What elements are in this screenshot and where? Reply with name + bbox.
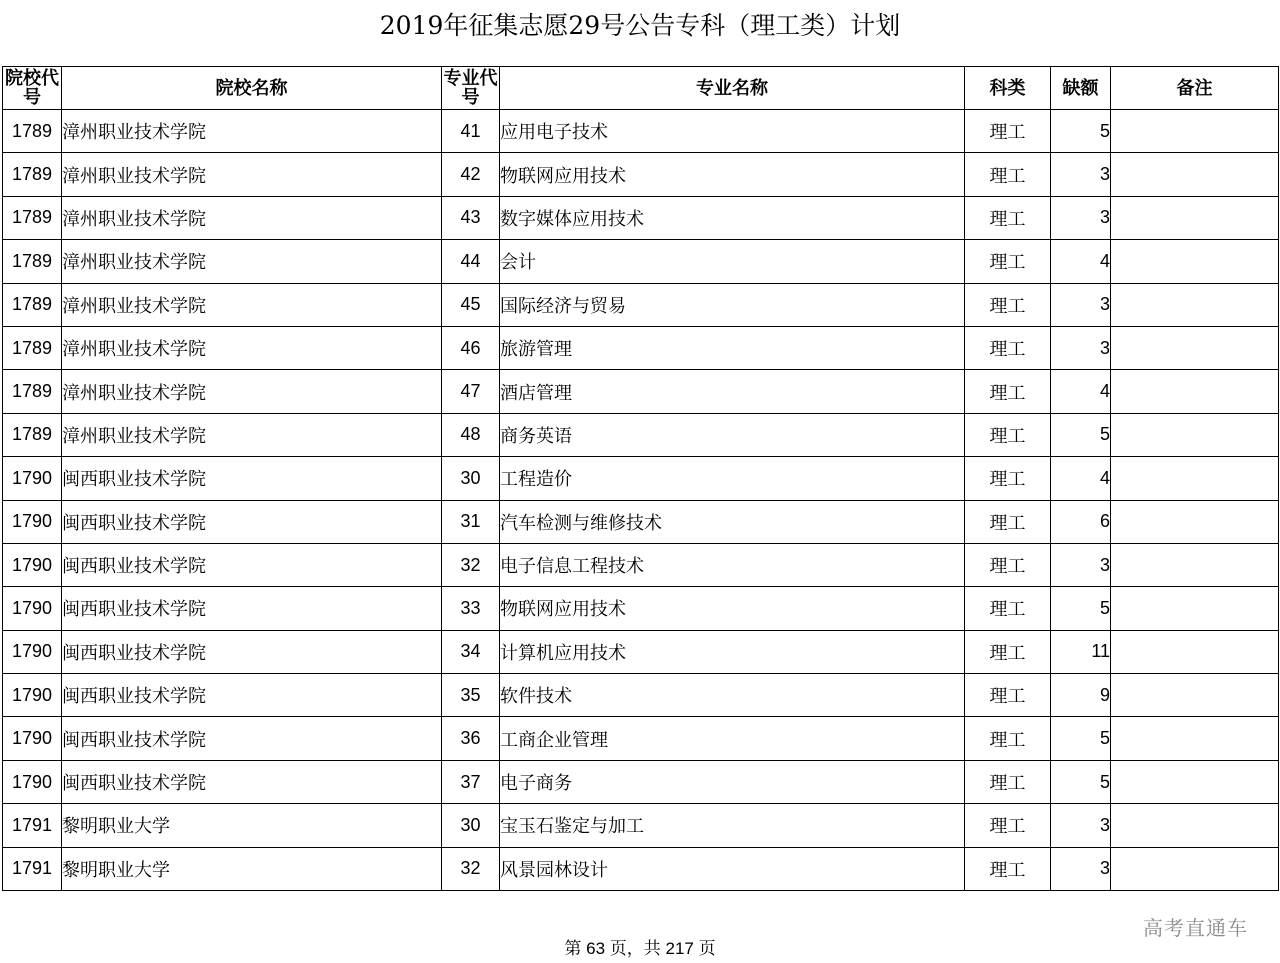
cell-quota: 4 (1051, 240, 1111, 283)
header-quota: 缺额 (1051, 67, 1111, 110)
table-row (3, 370, 1279, 413)
cell-school-name: 闽西职业技术学院 (62, 717, 442, 760)
cell-school-code: 1790 (3, 500, 62, 543)
cell-major-code: 37 (442, 760, 500, 803)
cell-category: 理工 (965, 110, 1051, 153)
cell-school-name: 漳州职业技术学院 (62, 283, 442, 326)
cell-quota: 3 (1051, 153, 1111, 196)
table-row (3, 413, 1279, 456)
cell-quota: 6 (1051, 500, 1111, 543)
cell-category: 理工 (965, 543, 1051, 586)
cell-major-name: 计算机应用技术 (500, 630, 965, 673)
cell-school-code: 1789 (3, 153, 62, 196)
header-category: 科类 (965, 67, 1051, 110)
cell-major-code: 42 (442, 153, 500, 196)
cell-category: 理工 (965, 153, 1051, 196)
cell-remarks (1111, 543, 1279, 586)
cell-category: 理工 (965, 500, 1051, 543)
cell-category: 理工 (965, 847, 1051, 890)
cell-major-name: 旅游管理 (500, 326, 965, 369)
cell-remarks (1111, 674, 1279, 717)
cell-quota: 4 (1051, 457, 1111, 500)
cell-major-code: 30 (442, 457, 500, 500)
table-body (3, 110, 1279, 891)
cell-school-code: 1790 (3, 717, 62, 760)
cell-school-name: 闽西职业技术学院 (62, 457, 442, 500)
cell-major-code: 32 (442, 847, 500, 890)
table-row (3, 587, 1279, 630)
cell-remarks (1111, 240, 1279, 283)
cell-category: 理工 (965, 413, 1051, 456)
cell-school-name: 漳州职业技术学院 (62, 153, 442, 196)
header-major-name: 专业名称 (500, 67, 965, 110)
cell-major-code: 41 (442, 110, 500, 153)
cell-major-code: 36 (442, 717, 500, 760)
page-title: 2019年征集志愿29号公告专科（理工类）计划 (379, 11, 901, 40)
cell-category: 理工 (965, 283, 1051, 326)
cell-major-code: 46 (442, 326, 500, 369)
cell-remarks (1111, 760, 1279, 803)
cell-major-name: 工商企业管理 (500, 717, 965, 760)
table-row (3, 760, 1279, 803)
cell-category: 理工 (965, 630, 1051, 673)
cell-remarks (1111, 587, 1279, 630)
cell-school-name: 闽西职业技术学院 (62, 760, 442, 803)
cell-remarks (1111, 457, 1279, 500)
cell-school-code: 1789 (3, 110, 62, 153)
cell-remarks (1111, 630, 1279, 673)
cell-category: 理工 (965, 717, 1051, 760)
cell-major-name: 电子信息工程技术 (500, 543, 965, 586)
cell-quota: 3 (1051, 847, 1111, 890)
cell-category: 理工 (965, 457, 1051, 500)
cell-remarks (1111, 196, 1279, 239)
cell-major-name: 宝玉石鉴定与加工 (500, 804, 965, 847)
cell-major-code: 48 (442, 413, 500, 456)
cell-school-code: 1790 (3, 630, 62, 673)
cell-school-name: 漳州职业技术学院 (62, 196, 442, 239)
page-number: 第 63 页，共 217 页 (564, 939, 716, 958)
cell-quota: 5 (1051, 587, 1111, 630)
cell-school-code: 1789 (3, 240, 62, 283)
cell-quota: 11 (1051, 630, 1111, 673)
cell-major-name: 软件技术 (500, 674, 965, 717)
cell-school-code: 1789 (3, 326, 62, 369)
table-row (3, 326, 1279, 369)
plan-table (2, 66, 1279, 891)
cell-school-name: 闽西职业技术学院 (62, 543, 442, 586)
cell-major-code: 45 (442, 283, 500, 326)
cell-quota: 5 (1051, 413, 1111, 456)
cell-school-name: 闽西职业技术学院 (62, 630, 442, 673)
header-school-code: 院校代号 (3, 67, 62, 110)
cell-remarks (1111, 370, 1279, 413)
cell-quota: 3 (1051, 543, 1111, 586)
cell-major-name: 酒店管理 (500, 370, 965, 413)
cell-school-code: 1789 (3, 283, 62, 326)
cell-remarks (1111, 283, 1279, 326)
cell-category: 理工 (965, 326, 1051, 369)
cell-major-name: 应用电子技术 (500, 110, 965, 153)
cell-quota: 4 (1051, 370, 1111, 413)
table-row (3, 110, 1279, 153)
cell-remarks (1111, 804, 1279, 847)
header-remarks: 备注 (1111, 67, 1279, 110)
table-row (3, 630, 1279, 673)
cell-school-name: 漳州职业技术学院 (62, 240, 442, 283)
cell-major-code: 31 (442, 500, 500, 543)
cell-remarks (1111, 326, 1279, 369)
cell-major-name: 物联网应用技术 (500, 153, 965, 196)
table-row (3, 804, 1279, 847)
table-row (3, 283, 1279, 326)
cell-quota: 3 (1051, 196, 1111, 239)
cell-school-name: 黎明职业大学 (62, 847, 442, 890)
cell-remarks (1111, 717, 1279, 760)
cell-quota: 3 (1051, 326, 1111, 369)
table-row (3, 196, 1279, 239)
cell-school-name: 闽西职业技术学院 (62, 674, 442, 717)
cell-school-code: 1790 (3, 543, 62, 586)
cell-school-name: 漳州职业技术学院 (62, 326, 442, 369)
cell-quota: 3 (1051, 804, 1111, 847)
cell-remarks (1111, 110, 1279, 153)
cell-quota: 5 (1051, 760, 1111, 803)
cell-category: 理工 (965, 804, 1051, 847)
cell-major-name: 商务英语 (500, 413, 965, 456)
cell-school-name: 漳州职业技术学院 (62, 370, 442, 413)
cell-school-name: 漳州职业技术学院 (62, 110, 442, 153)
cell-school-code: 1790 (3, 587, 62, 630)
table-row (3, 847, 1279, 890)
cell-major-name: 风景园林设计 (500, 847, 965, 890)
cell-school-code: 1789 (3, 370, 62, 413)
header-major-code: 专业代号 (442, 67, 500, 110)
cell-school-name: 漳州职业技术学院 (62, 413, 442, 456)
cell-major-code: 34 (442, 630, 500, 673)
table-row (3, 674, 1279, 717)
cell-major-code: 32 (442, 543, 500, 586)
cell-category: 理工 (965, 587, 1051, 630)
watermark: 高考直通车 (1143, 916, 1248, 940)
cell-major-name: 物联网应用技术 (500, 587, 965, 630)
cell-school-code: 1790 (3, 760, 62, 803)
cell-major-name: 数字媒体应用技术 (500, 196, 965, 239)
cell-school-code: 1791 (3, 847, 62, 890)
cell-school-code: 1790 (3, 457, 62, 500)
cell-major-code: 35 (442, 674, 500, 717)
cell-school-code: 1791 (3, 804, 62, 847)
cell-school-name: 闽西职业技术学院 (62, 587, 442, 630)
cell-quota: 3 (1051, 283, 1111, 326)
cell-quota: 5 (1051, 717, 1111, 760)
table-header-row (3, 67, 1279, 110)
table-row (3, 543, 1279, 586)
cell-major-name: 电子商务 (500, 760, 965, 803)
cell-category: 理工 (965, 240, 1051, 283)
cell-remarks (1111, 500, 1279, 543)
cell-category: 理工 (965, 760, 1051, 803)
cell-major-code: 30 (442, 804, 500, 847)
cell-school-code: 1789 (3, 196, 62, 239)
cell-major-name: 工程造价 (500, 457, 965, 500)
cell-school-name: 闽西职业技术学院 (62, 500, 442, 543)
table-row (3, 500, 1279, 543)
cell-major-name: 汽车检测与维修技术 (500, 500, 965, 543)
cell-major-code: 43 (442, 196, 500, 239)
cell-major-name: 国际经济与贸易 (500, 283, 965, 326)
cell-major-code: 33 (442, 587, 500, 630)
cell-school-name: 黎明职业大学 (62, 804, 442, 847)
cell-remarks (1111, 413, 1279, 456)
cell-remarks (1111, 847, 1279, 890)
cell-category: 理工 (965, 674, 1051, 717)
cell-major-code: 47 (442, 370, 500, 413)
table-row (3, 457, 1279, 500)
cell-school-code: 1789 (3, 413, 62, 456)
cell-quota: 9 (1051, 674, 1111, 717)
cell-category: 理工 (965, 196, 1051, 239)
table-row (3, 153, 1279, 196)
cell-major-code: 44 (442, 240, 500, 283)
cell-school-code: 1790 (3, 674, 62, 717)
header-school-name: 院校名称 (62, 67, 442, 110)
cell-major-name: 会计 (500, 240, 965, 283)
cell-quota: 5 (1051, 110, 1111, 153)
table-row (3, 240, 1279, 283)
table-row (3, 717, 1279, 760)
cell-remarks (1111, 153, 1279, 196)
cell-category: 理工 (965, 370, 1051, 413)
